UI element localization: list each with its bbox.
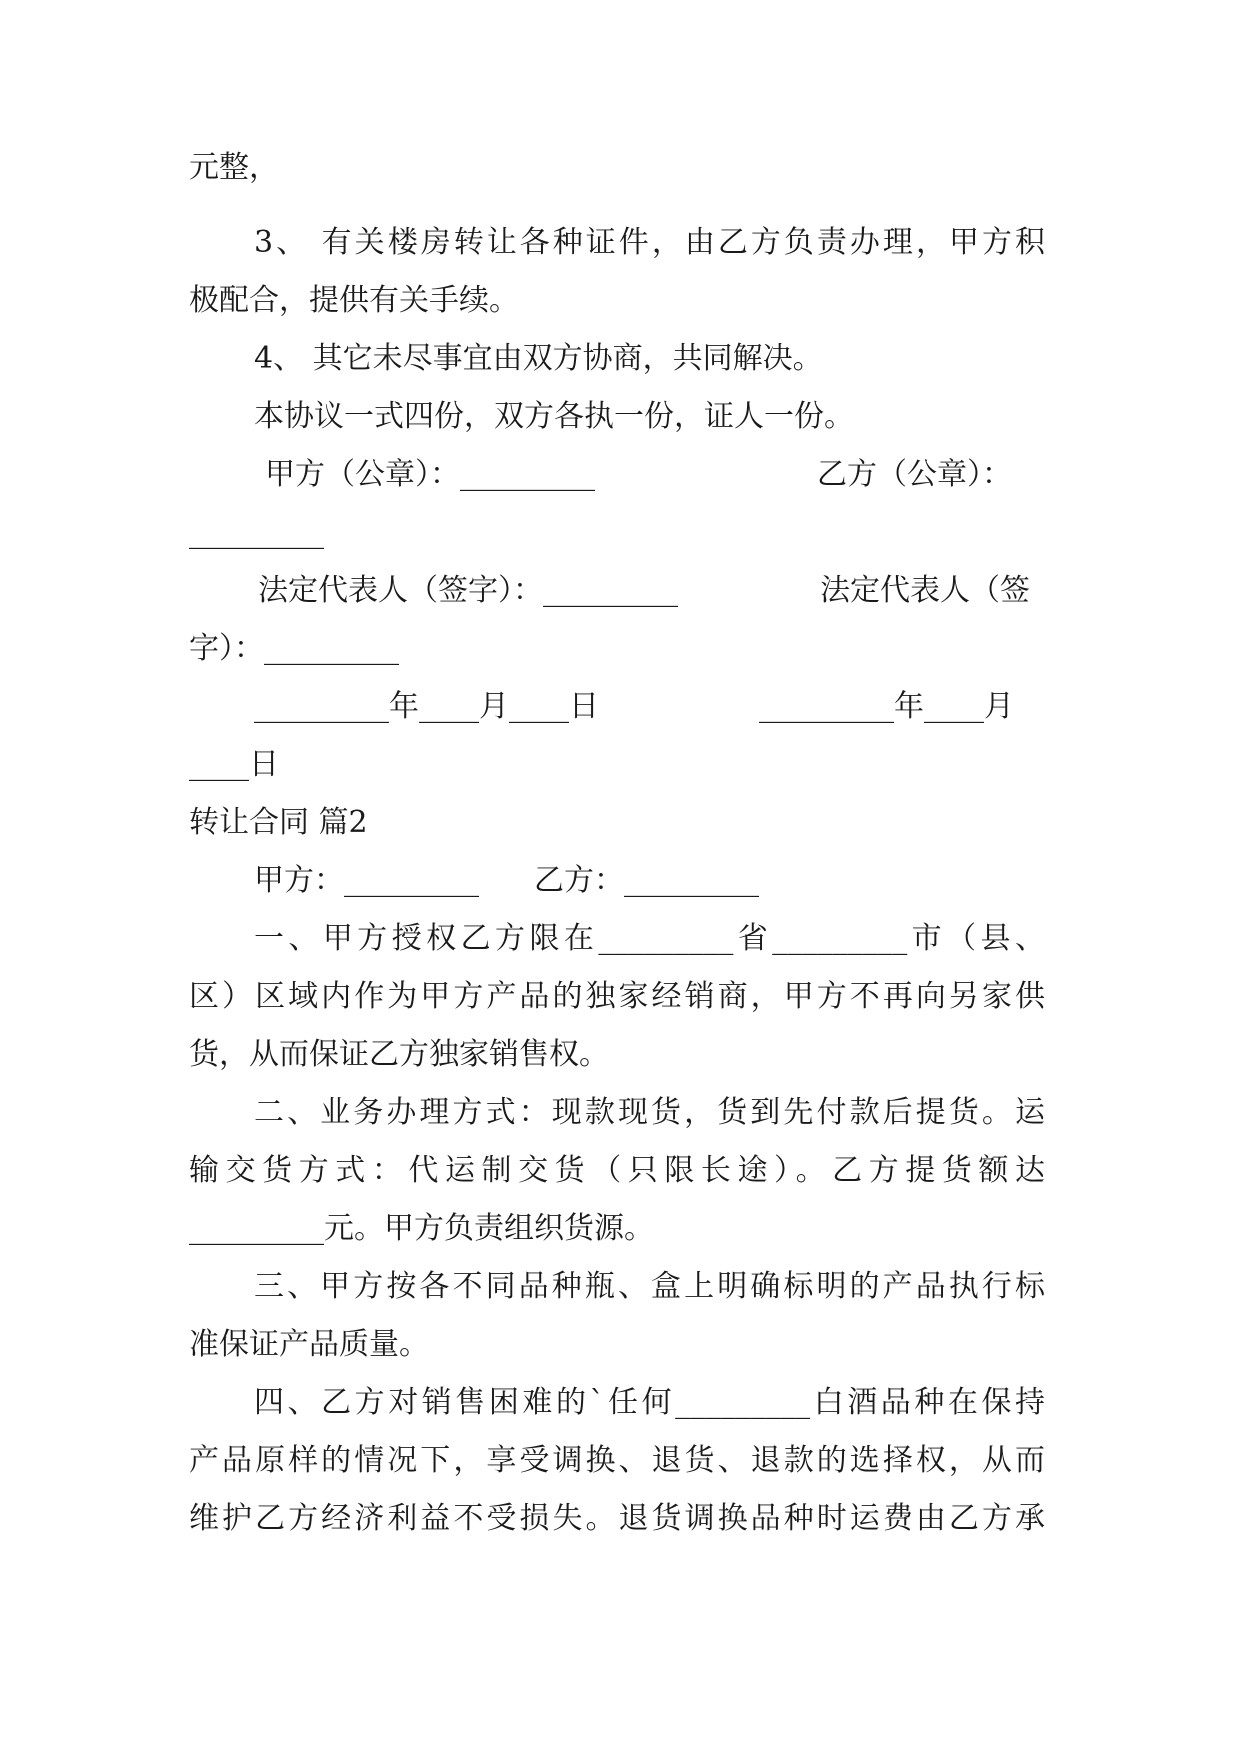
text-line: 字）：_________ bbox=[189, 631, 399, 666]
text-line: 甲方：_________ bbox=[254, 863, 479, 898]
text-line: 法定代表人（签 bbox=[820, 573, 1030, 608]
text-line: 二、业务办理方式：现款现货，货到先付款后提货。运 bbox=[254, 1095, 1045, 1130]
text-line: 4、 其它未尽事宜由双方协商，共同解决。 bbox=[254, 341, 823, 376]
text-line: 乙方：_________ bbox=[534, 863, 759, 898]
text-line: ____日 bbox=[189, 747, 279, 782]
text-line: 区）区域内作为甲方产品的独家经销商，甲方不再向另家供 bbox=[189, 979, 1045, 1014]
text-line: 三、甲方按各不同品种瓶、盒上明确标明的产品执行标 bbox=[254, 1269, 1045, 1304]
text-line: _________年____月 bbox=[759, 689, 1014, 724]
text-line: 极配合，提供有关手续。 bbox=[189, 283, 519, 318]
text-line: 货，从而保证乙方独家销售权。 bbox=[189, 1037, 609, 1072]
text-line: 元整， bbox=[189, 150, 279, 185]
text-line: 甲方（公章）：_________ bbox=[265, 457, 595, 492]
text-line: 准保证产品质量。 bbox=[189, 1327, 429, 1362]
section-heading: 转让合同 篇2 bbox=[189, 805, 368, 840]
text-line: _________元。甲方负责组织货源。 bbox=[189, 1211, 654, 1246]
text-line: 本协议一式四份，双方各执一份，证人一份。 bbox=[254, 399, 854, 434]
text-line: 乙方（公章）： bbox=[817, 457, 1012, 492]
text-line: 维护乙方经济利益不受损失。退货调换品种时运费由乙方承 bbox=[189, 1501, 1045, 1536]
text-line: 四、乙方对销售困难的`任何_________白酒品种在保持 bbox=[254, 1385, 1045, 1420]
text-line: 3、 有关楼房转让各种证件，由乙方负责办理，甲方积 bbox=[254, 225, 1045, 260]
text-line: _________年____月____日 bbox=[254, 689, 599, 724]
text-line: 一、甲方授权乙方限在_________省_________市（县、 bbox=[254, 921, 1045, 956]
text-line: _________ bbox=[189, 515, 324, 550]
text-line: 输交货方式：代运制交货（只限长途）。乙方提货额达 bbox=[189, 1153, 1045, 1188]
text-line: 法定代表人（签字）：_________ bbox=[258, 573, 678, 608]
text-line: 产品原样的情况下，享受调换、退货、退款的选择权，从而 bbox=[189, 1443, 1045, 1478]
